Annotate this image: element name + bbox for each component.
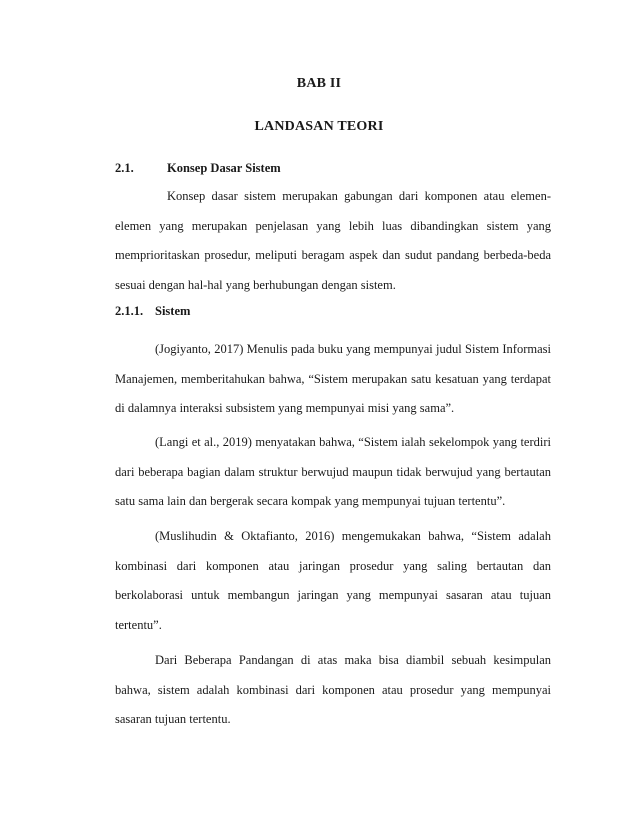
paragraph-text: Konsep dasar sistem merupakan gabungan dari komponen atau elemen-elemen yang merupakan penjelasan yang lebih luas dibandingkan sistem yang memprioritaskan prosedur, meliputi beragam aspek dan sudut pandang berbeda-beda sesuai dengan hal-hal yang berhubungan dengan sistem. — [115, 189, 551, 292]
section-title: Konsep Dasar Sistem — [167, 161, 281, 175]
paragraph-conclusion — [115, 646, 551, 735]
paragraph-text: (Jogiyanto, 2017) Menulis pada buku yang mempunyai judul Sistem Informasi Manajemen, memberitahukan bahwa, “Sistem merupakan satu kesatuan yang terdapat di dalamnya interaksi subsistem yang mempunyai misi yang sama”. — [115, 342, 551, 415]
section-title: Sistem — [155, 304, 191, 318]
section-heading-2-1-1 — [115, 304, 190, 319]
section-number: 2.1. — [115, 161, 134, 175]
paragraph-langi — [115, 428, 551, 517]
section-heading-2-1 — [115, 161, 281, 176]
section-2-1-paragraph — [115, 182, 551, 300]
paragraph-text: (Muslihudin & Oktafianto, 2016) mengemukakan bahwa, “Sistem adalah kombinasi dari komponen atau jaringan prosedur yang saling bertautan dan berkolaborasi untuk membangun jaringan yang mempunyai sasaran atau tujuan tertentu”. — [115, 529, 551, 632]
paragraph-text: Dari Beberapa Pandangan di atas maka bisa diambil sebuah kesimpulan bahwa, sistem adalah kombinasi dari komponen atau prosedur yang mempunyai sasaran tujuan tertentu. — [115, 653, 551, 726]
paragraph-muslihudin — [115, 522, 551, 640]
paragraph-jogiyanto — [115, 335, 551, 424]
chapter-heading: BAB II — [296, 76, 342, 91]
chapter-title: LANDASAN TEORI — [254, 119, 384, 134]
section-number: 2.1.1. — [115, 304, 144, 318]
paragraph-text: (Langi et al., 2019) menyatakan bahwa, “Sistem ialah sekelompok yang terdiri dari beberapa bagian dalam struktur berwujud maupun tidak berwujud yang bertautan satu sama lain dan bergerak secara kompak yang mempunyai tujuan tertentu”. — [115, 435, 551, 508]
